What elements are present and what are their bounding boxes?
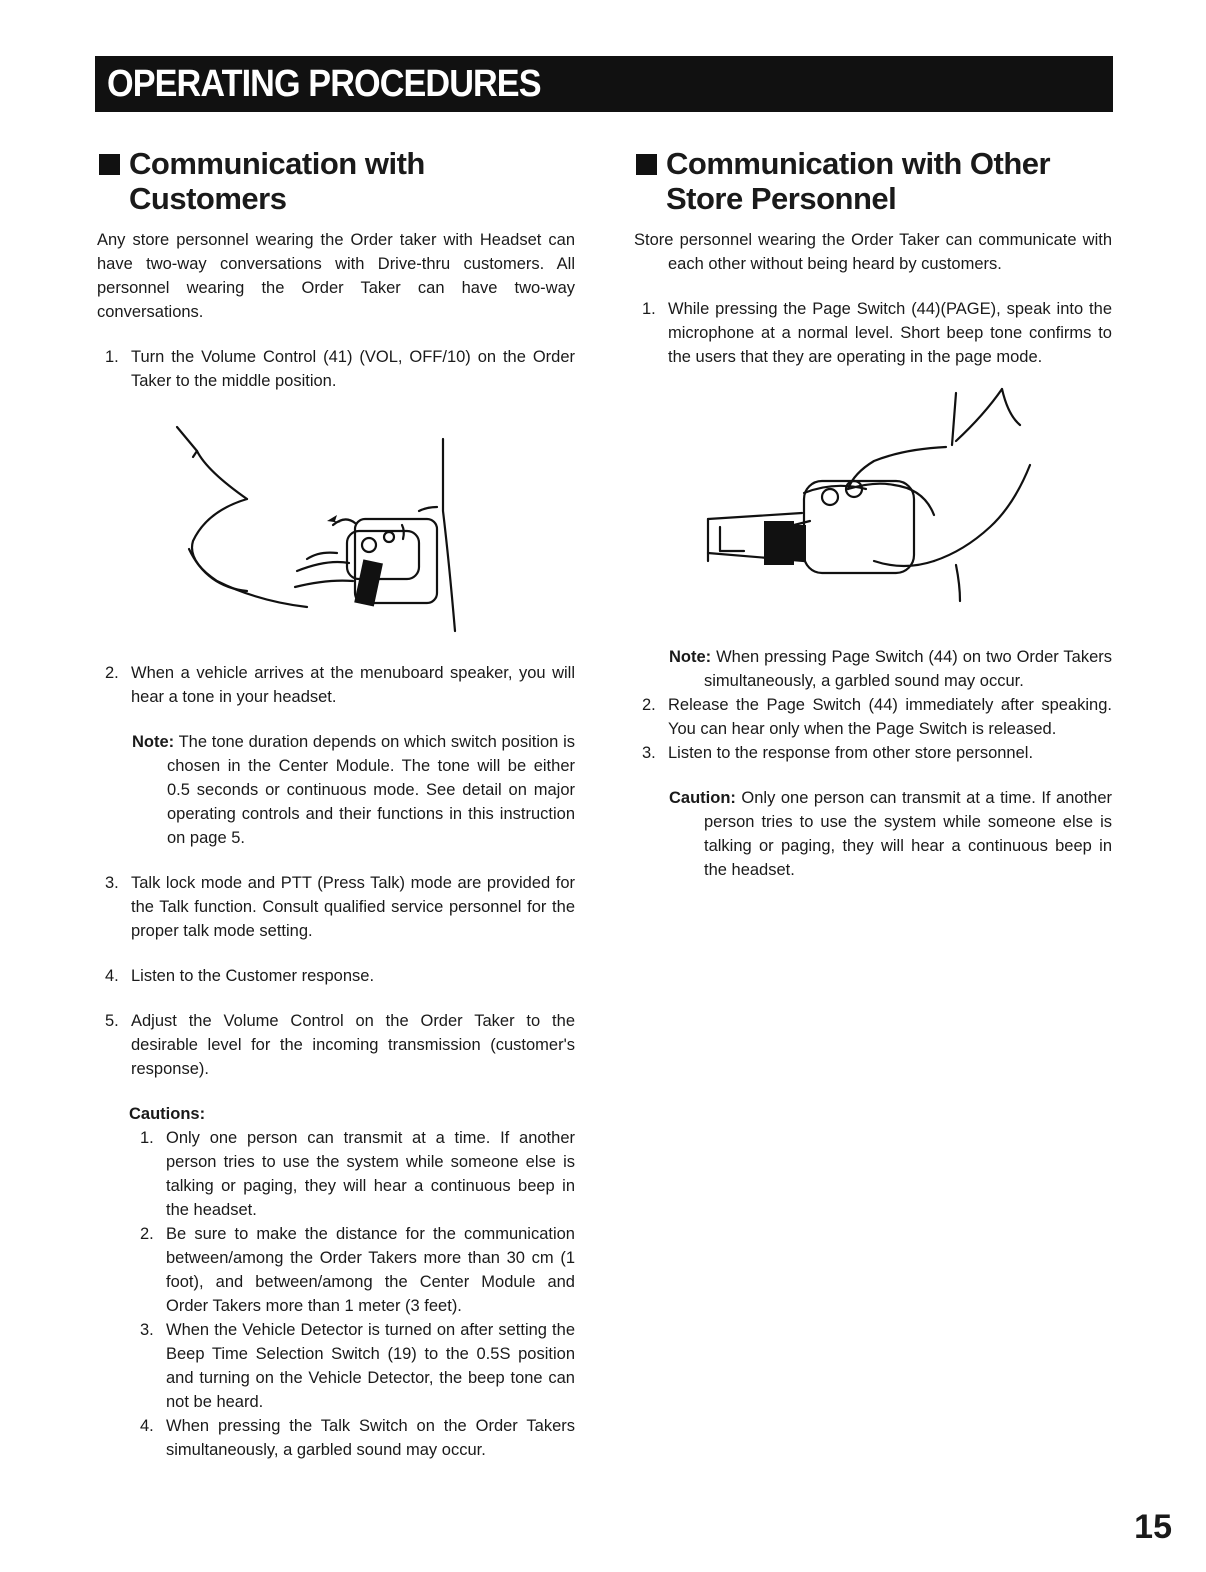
right-column [634, 146, 1112, 882]
caution-label: Caution: [669, 789, 736, 807]
list-item: 2. When a vehicle arrives at the menuboard speaker, you will hear a tone in your headset. [105, 664, 575, 706]
list-item: 1. While pressing the Page Switch (44)(PAGE), speak into the microphone at a normal level. Short beep tone confirms to the users that they are operating in the page mode. [642, 300, 1112, 366]
banner-title: OPERATING PROCEDURES [107, 63, 541, 105]
page-switch-hand-illustration [634, 385, 1112, 615]
heading-line: Communication with [129, 146, 425, 181]
note: Note: When pressing Page Switch (44) on two Order Takers simultaneously, a garbled sound may occur. [669, 648, 1112, 690]
list-item: 3. Listen to the response from other store personnel. [642, 744, 1034, 762]
note: Note: The tone duration depends on which switch position is chosen in the Center Module. The tone will be either 0.5 seconds or continuous mode. See detail on major operating controls and their functions in this instruction on page 5. [132, 733, 575, 847]
square-bullet-icon [99, 154, 120, 175]
intro-paragraph: Store personnel wearing the Order Taker can communicate with each other without being heard by customers. [634, 231, 1112, 273]
heading-line: Customers [129, 181, 287, 216]
left-column [97, 146, 575, 1462]
order-taker-volume-illustration [97, 411, 575, 651]
caution-item: 4. When pressing the Talk Switch on the Order Takers simultaneously, a garbled sound may occur. [140, 1417, 575, 1459]
note-label: Note: [669, 648, 712, 666]
caution-note: Caution: Only one person can transmit at a time. If another person tries to use the system while someone else is talking or paging, they will hear a continuous beep in the headset. [669, 789, 1112, 879]
list-item: 1. Turn the Volume Control (41) (VOL, OFF/10) on the Order Taker to the middle position. [105, 348, 575, 390]
page-number: 15 [1134, 1508, 1172, 1546]
note-label: Note: [132, 733, 175, 751]
caution-item: 1. Only one person can transmit at a time. If another person tries to use the system while someone else is talking or paging, they will hear a continuous beep in the headset. [140, 1129, 575, 1219]
caution-item: 3. When the Vehicle Detector is turned on after setting the Beep Time Selection Switch (19) to the 0.5S position and turning on the Vehicle Detector, the beep tone can not be heard. [140, 1321, 575, 1411]
caution-item: 2. Be sure to make the distance for the communication between/among the Order Takers more than 30 cm (1 foot), and between/among the Center Module and Order Takers more than 1 meter (3 feet). [140, 1225, 575, 1315]
cautions-heading: Cautions: [129, 1105, 206, 1123]
intro-paragraph: Any store personnel wearing the Order taker with Headset can have two-way conversations with Drive-thru customers. All personnel wearing the Order Taker can have two-way conversations. [97, 231, 575, 321]
section-heading-store-personnel [634, 146, 1112, 216]
list-item: 3. Talk lock mode and PTT (Press Talk) mode are provided for the Talk function. Consult qualified service personnel for the proper talk mode setting. [105, 874, 575, 940]
list-item: 4. Listen to the Customer response. [105, 967, 375, 985]
square-bullet-icon [636, 154, 657, 175]
list-item: 5. Adjust the Volume Control on the Order Taker to the desirable level for the incoming transmission (customer's response). [105, 1012, 575, 1078]
section-banner [95, 56, 1113, 112]
section-heading-customers [97, 146, 575, 216]
heading-line: Store Personnel [666, 181, 897, 216]
list-item: 2. Release the Page Switch (44) immediately after speaking. You can hear only when the Page Switch is released. [642, 696, 1112, 738]
heading-line: Communication with Other [666, 146, 1051, 181]
